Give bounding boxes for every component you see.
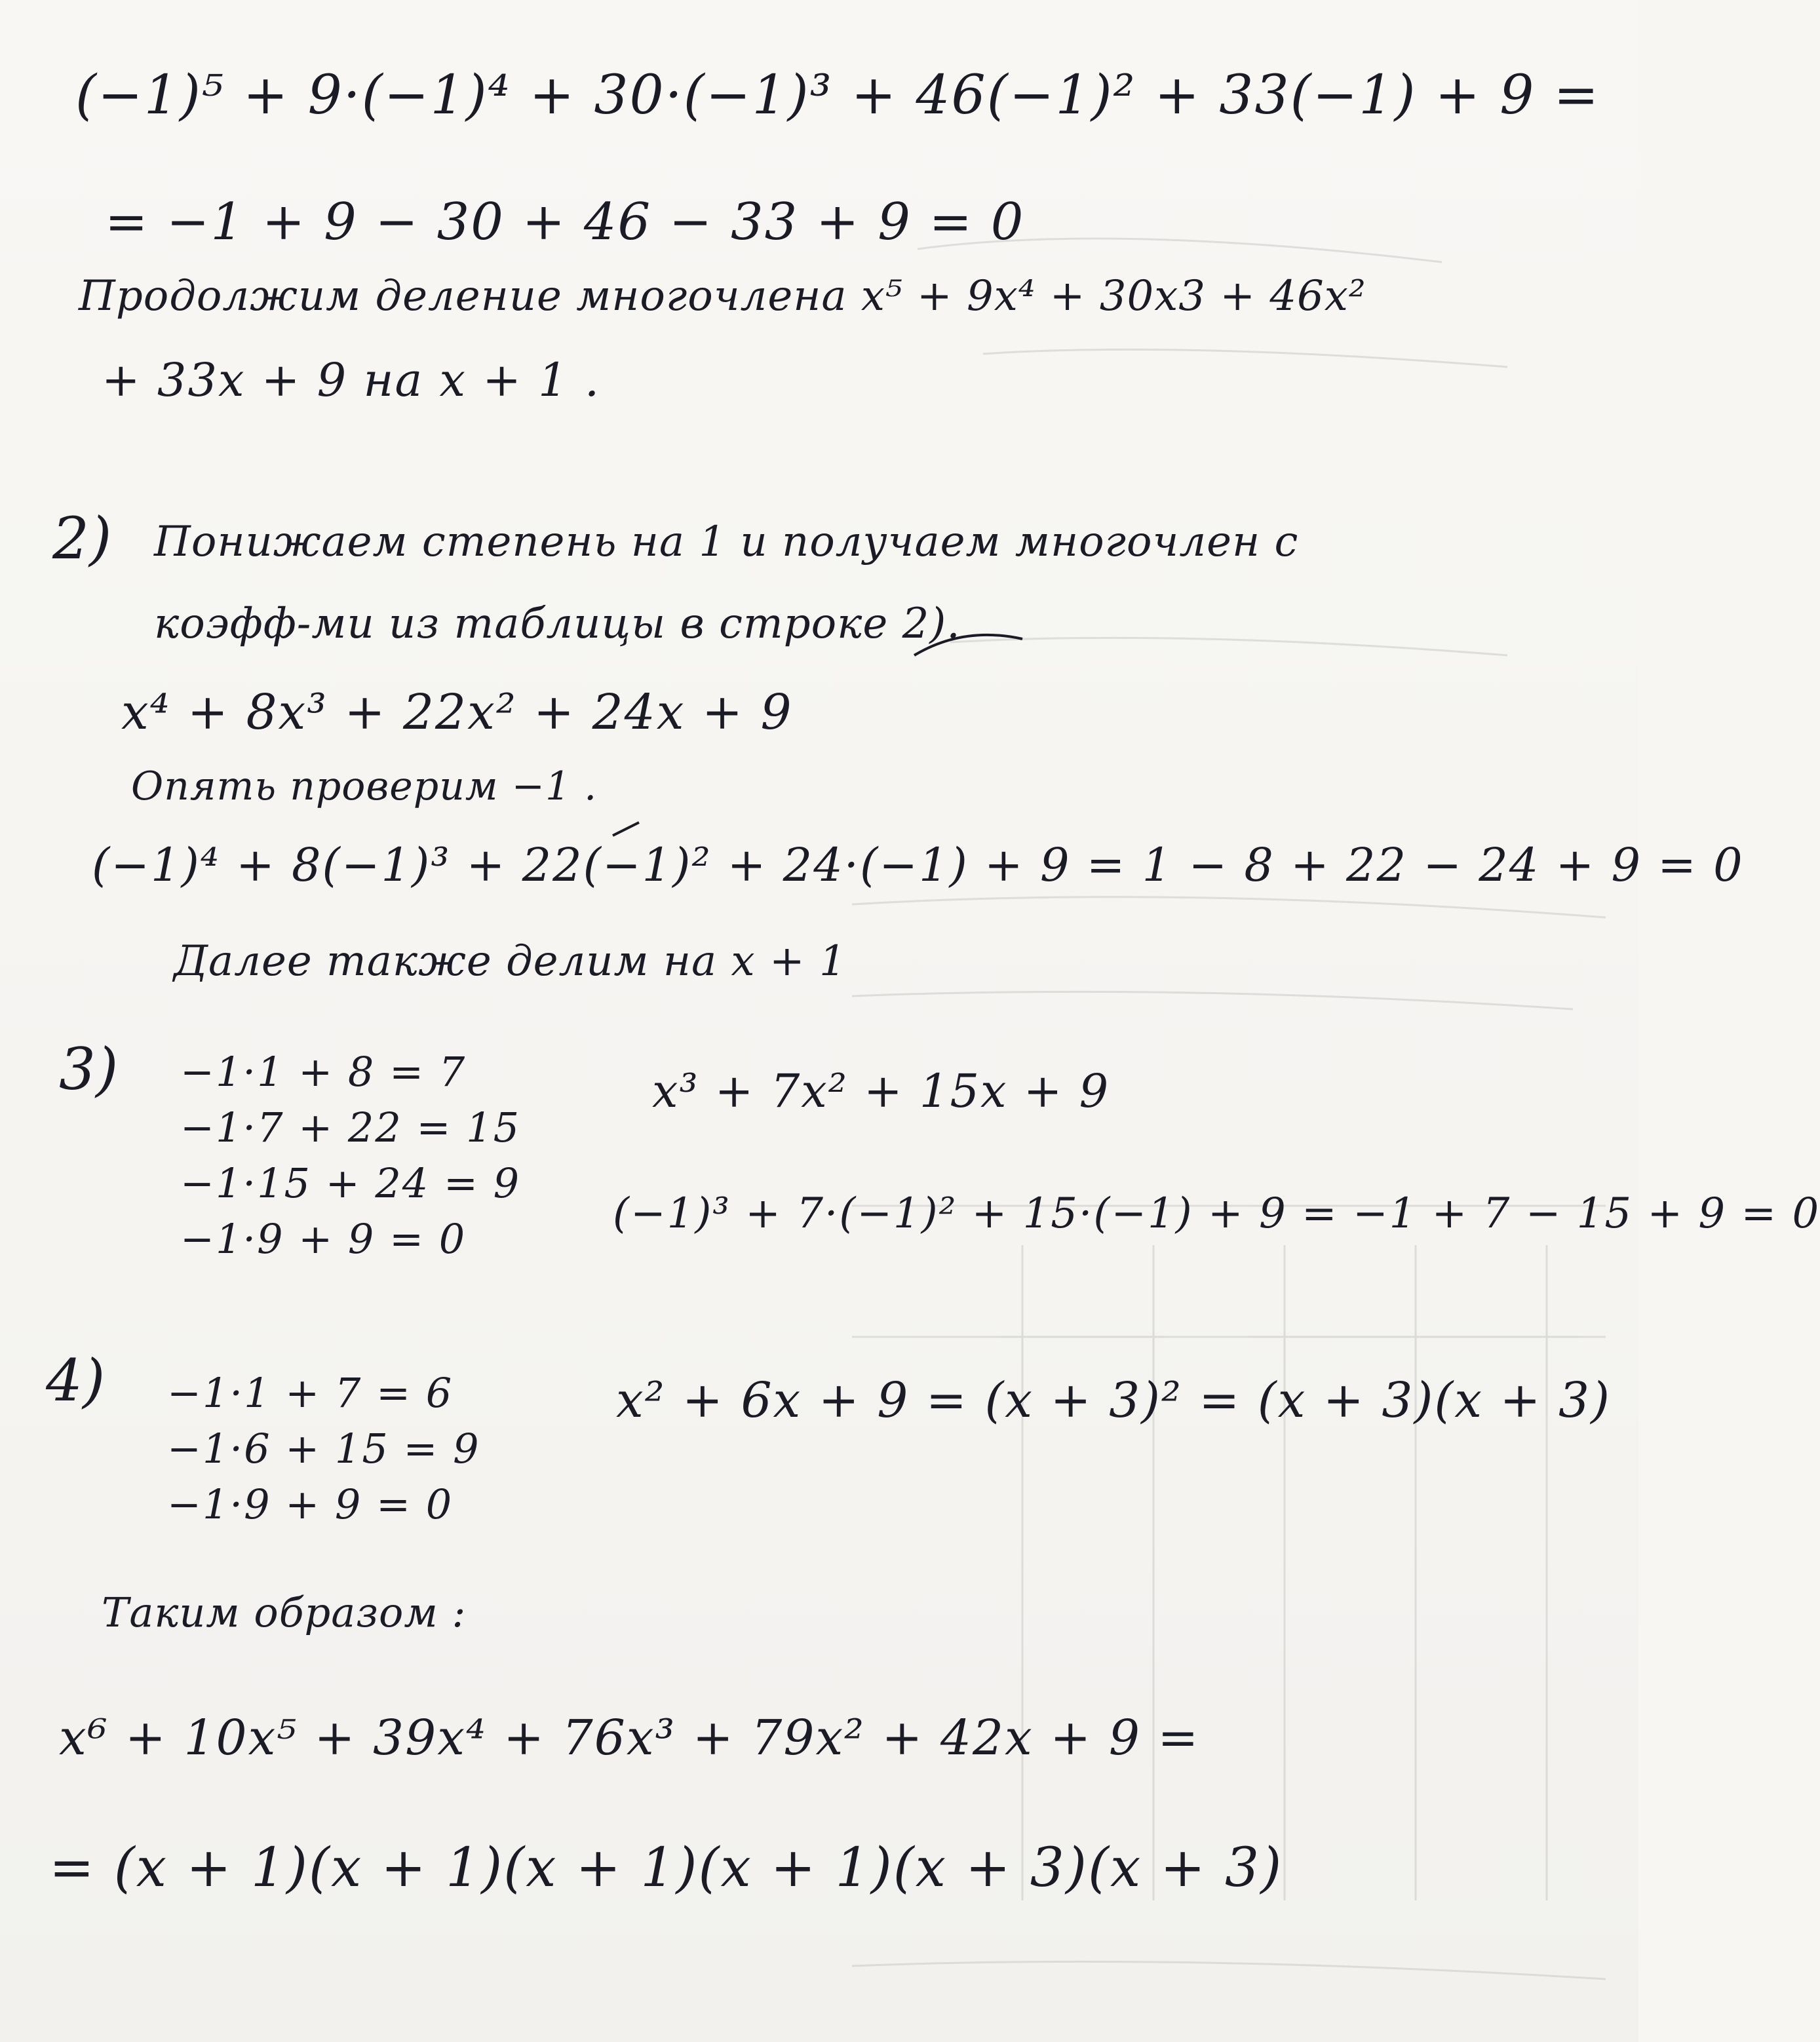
- horner-row-3-3: −1·15 + 24 = 9: [180, 1159, 521, 1207]
- section-2-text-2: коэфф-ми из таблицы в строке 2).: [154, 600, 961, 648]
- horner-row-4-3: −1·9 + 9 = 0: [167, 1480, 454, 1528]
- substitution-line-1: (−1)⁵ + 9·(−1)⁴ + 30·(−1)³ + 46(−1)² + 33(−1) + 9 =: [75, 64, 1600, 126]
- divide-again-text: Далее также делим на x + 1: [174, 937, 847, 986]
- check-minus-one-text: Опять проверим −1 .: [131, 763, 598, 809]
- horner-row-4-1: −1·1 + 7 = 6: [167, 1369, 454, 1417]
- horner-row-4-2: −1·6 + 15 = 9: [167, 1425, 480, 1473]
- cubic-polynomial: x³ + 7x² + 15x + 9: [652, 1064, 1110, 1118]
- original-polynomial: x⁶ + 10x⁵ + 39x⁴ + 76x³ + 79x² + 42x + 9 =: [59, 1710, 1200, 1766]
- cubic-check-line: (−1)³ + 7·(−1)² + 15·(−1) + 9 = −1 + 7 − 15 + 9 = 0: [613, 1189, 1820, 1238]
- section-2-text-1: Понижаем степень на 1 и получаем многочлен с: [154, 518, 1299, 566]
- section-marker-4: 4): [46, 1347, 106, 1414]
- continue-division-text: Продолжим деление многочлена x⁵ + 9x⁴ + 30x3 + 46x²: [79, 272, 1366, 320]
- substitution-result-line: = −1 + 9 − 30 + 46 − 33 + 9 = 0: [105, 193, 1025, 252]
- horner-row-3-1: −1·1 + 8 = 7: [180, 1048, 467, 1096]
- quartic-check-line: (−1)⁴ + 8(−1)³ + 22(−1)² + 24·(−1) + 9 = 1 − 8 + 22 − 24 + 9 = 0: [92, 838, 1744, 892]
- final-factorization: = (x + 1)(x + 1)(x + 1)(x + 1)(x + 3)(x + 3): [49, 1837, 1283, 1899]
- horner-row-3-4: −1·9 + 9 = 0: [180, 1215, 467, 1263]
- continue-division-text-2: + 33x + 9 на x + 1 .: [102, 353, 601, 407]
- quadratic-factorization: x² + 6x + 9 = (x + 3)² = (x + 3)(x + 3): [616, 1372, 1611, 1429]
- conclusion-text: Таким образом :: [102, 1589, 467, 1636]
- horner-row-3-2: −1·7 + 22 = 15: [180, 1104, 521, 1151]
- quartic-polynomial: x⁴ + 8x³ + 22x² + 24x + 9: [121, 684, 793, 741]
- section-marker-3: 3): [59, 1035, 119, 1103]
- section-marker-2: 2): [52, 505, 112, 572]
